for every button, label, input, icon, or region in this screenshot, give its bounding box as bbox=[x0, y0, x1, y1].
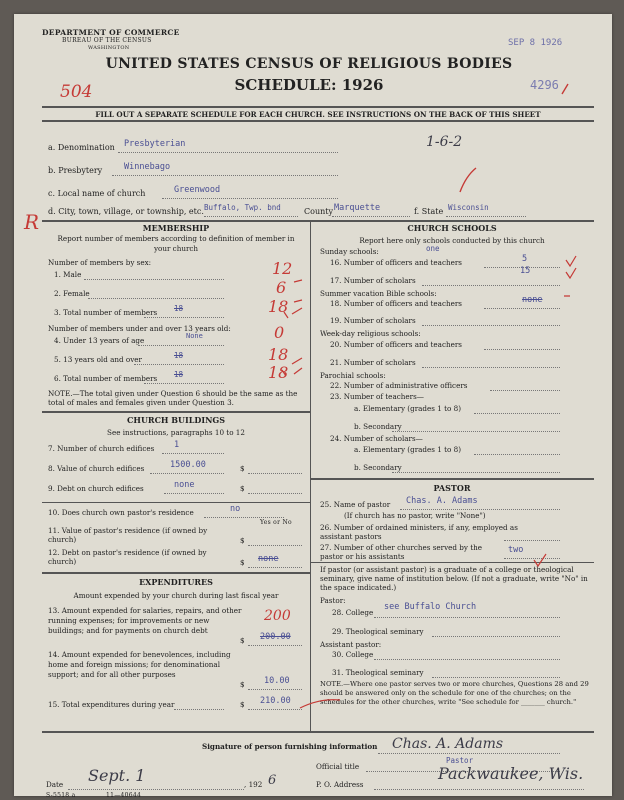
red-q15-mark bbox=[300, 700, 340, 708]
church-name-label: c. Local name of church bbox=[48, 189, 146, 198]
state-label: f. State bbox=[414, 207, 444, 216]
q13-label: 13. Amount expended for salaries, repairs, and other running expenses; for improvements or new buildings; and for payments on church debt bbox=[48, 606, 242, 635]
q28-label: 28. College bbox=[332, 608, 374, 617]
schools-intro: Report here only schools conducted by this church bbox=[359, 236, 545, 245]
q16-label: 16. Number of officers and teachers bbox=[330, 258, 462, 267]
print-number: 11—40644 bbox=[106, 792, 142, 799]
male-count: 12 bbox=[272, 259, 293, 278]
church-name-value: Greenwood bbox=[174, 185, 221, 195]
q18-label: 18. Number of officers and teachers bbox=[330, 299, 462, 308]
pastor-sublabel: Pastor: bbox=[320, 596, 346, 605]
red-mark-stamp bbox=[562, 84, 568, 94]
q27-value: two bbox=[508, 545, 524, 555]
total-members-label: 3. Total number of members bbox=[54, 308, 158, 317]
q25-label: 25. Name of pastor bbox=[320, 500, 391, 509]
county-label: County bbox=[304, 207, 333, 216]
over-13-label: 5. 13 years old and over bbox=[54, 355, 142, 364]
members-by-sex-label: Number of members by sex: bbox=[48, 258, 152, 267]
department-label: DEPARTMENT OF COMMERCE bbox=[42, 28, 180, 37]
q30-label: 30. College bbox=[332, 650, 374, 659]
presbytery-label: b. Presbytery bbox=[48, 166, 103, 175]
q8-label: 8. Value of church edifices bbox=[48, 464, 145, 473]
official-title-label: Official title bbox=[316, 762, 360, 771]
membership-heading: MEMBERSHIP bbox=[142, 223, 210, 233]
summer-schools-label: Summer vacation Bible schools: bbox=[320, 289, 437, 298]
q7-label: 7. Number of church edifices bbox=[48, 444, 155, 453]
q27-label: 27. Number of other churches served by the pastor or his assistants bbox=[320, 543, 483, 561]
under-13-label: 4. Under 13 years of age bbox=[54, 336, 145, 345]
typed-over-13: 18 bbox=[174, 351, 184, 360]
q23a-label: a. Elementary (grades 1 to 8) bbox=[354, 404, 461, 413]
form-number: S-5518 a bbox=[46, 792, 76, 799]
city-town-value: Buffalo, Twp. bnd bbox=[204, 203, 281, 212]
over-13-count: 18 bbox=[268, 345, 289, 364]
denomination-label: a. Denomination bbox=[48, 143, 115, 152]
female-label: 2. Female bbox=[54, 289, 90, 298]
total-members-count: 18 bbox=[268, 297, 289, 316]
presbytery-value: Winnebago bbox=[124, 162, 171, 172]
q9-value: none bbox=[174, 480, 195, 490]
buildings-heading: CHURCH BUILDINGS bbox=[127, 415, 225, 425]
membership-intro: Report number of members according to definition of member in your church bbox=[57, 234, 295, 253]
q12-label: 12. Debt on pastor's residence (if owned by church) bbox=[48, 548, 207, 566]
q13-dollar: $ bbox=[240, 636, 245, 645]
q17-value: 15 bbox=[520, 266, 531, 276]
received-date-stamp: SEP 8 1926 bbox=[508, 38, 563, 48]
date-value: Sept. 1 bbox=[88, 766, 146, 785]
sunday-schools-value: one bbox=[426, 244, 440, 253]
q25-sub: (If church has no pastor, write "None") bbox=[344, 511, 486, 520]
q17-label: 17. Number of scholars bbox=[330, 276, 416, 285]
q9-dollar: $ bbox=[240, 484, 245, 493]
schools-heading: CHURCH SCHOOLS bbox=[407, 223, 497, 233]
bureau-label: BUREAU OF THE CENSUS bbox=[62, 37, 152, 44]
q22-label: 22. Number of administrative officers bbox=[330, 381, 468, 390]
year-digit: 6 bbox=[268, 773, 277, 788]
q23b-label: b. Secondary bbox=[354, 422, 402, 431]
signature-value: Chas. A. Adams bbox=[392, 736, 504, 752]
assistant-pastor-sublabel: Assistant pastor: bbox=[320, 640, 382, 649]
pastor-name-value: Chas. A. Adams bbox=[406, 496, 478, 506]
q10-label: 10. Does church own pastor's residence bbox=[48, 508, 194, 517]
under-13-count: 0 bbox=[274, 323, 285, 342]
red-total-marks bbox=[292, 280, 302, 374]
typed-total-2: 18 bbox=[174, 370, 184, 379]
q9-label: 9. Debt on church edifices bbox=[48, 484, 144, 493]
margin-mark: R bbox=[24, 210, 40, 234]
state-value: Wisconsin bbox=[448, 203, 489, 212]
schedule-title: SCHEDULE: 1926 bbox=[234, 76, 384, 94]
signature-label: Signature of person furnishing information bbox=[202, 742, 378, 751]
q29-label: 29. Theological seminary bbox=[332, 627, 424, 636]
address-label: P. O. Address bbox=[316, 780, 364, 789]
q15-label: 15. Total expenditures during year bbox=[48, 700, 175, 709]
pastor-heading: PASTOR bbox=[433, 483, 471, 493]
weekday-schools-label: Week-day religious schools: bbox=[320, 329, 421, 338]
q13-value: 200.00 bbox=[260, 632, 291, 642]
city-town-label: d. City, town, village, or township, etc. bbox=[48, 207, 204, 216]
q8-value: 1500.00 bbox=[170, 460, 206, 470]
q28-value: see Buffalo Church bbox=[384, 602, 477, 612]
parochial-schools-label: Parochial schools: bbox=[320, 371, 386, 380]
total-members-age-count: 18 bbox=[268, 363, 289, 382]
q11-dollar: $ bbox=[240, 536, 245, 545]
q14-dollar: $ bbox=[240, 680, 245, 689]
q16-value: 5 bbox=[522, 254, 528, 264]
q12-dollar: $ bbox=[240, 558, 245, 567]
red-tick-church bbox=[460, 168, 476, 192]
buildings-sub: See instructions, paragraphs 10 to 12 bbox=[107, 428, 245, 437]
address-value: Packwaukee, Wis. bbox=[438, 764, 584, 783]
pastor-note: NOTE.—Where one pastor serves two or more churches, Questions 28 and 29 should be answered only on the schedule for one of the churches; on the schedules for the other churches, write "See schedule for _______ church." bbox=[320, 680, 589, 706]
q24-label: 24. Number of scholars— bbox=[330, 434, 423, 443]
year-prefix: , 192 bbox=[244, 780, 263, 789]
membership-note: NOTE.—The total given under Question 6 should be the same as the total of males and females given under Question 3. bbox=[48, 389, 298, 407]
census-schedule-sheet bbox=[14, 14, 612, 799]
file-number-stamp: 4296 bbox=[530, 78, 559, 92]
typed-under-13: None bbox=[186, 332, 203, 340]
date-label: Date bbox=[46, 780, 64, 789]
total-members-age-label: 6. Total number of members bbox=[54, 374, 158, 383]
county-value: Marquette bbox=[334, 203, 381, 213]
female-count: 6 bbox=[276, 278, 287, 297]
typed-total: 18 bbox=[174, 304, 184, 313]
q21-label: 21. Number of scholars bbox=[330, 358, 416, 367]
q8-dollar: $ bbox=[240, 464, 245, 473]
red-bracket-marks bbox=[282, 312, 288, 376]
city-label: WASHINGTON bbox=[88, 45, 130, 51]
q20-label: 20. Number of officers and teachers bbox=[330, 340, 462, 349]
q24b-label: b. Secondary bbox=[354, 463, 402, 472]
form-title: UNITED STATES CENSUS OF RELIGIOUS BODIES bbox=[105, 56, 513, 72]
q14-value: 10.00 bbox=[264, 676, 290, 686]
expenditures-heading: EXPENDITURES bbox=[139, 577, 213, 587]
q23-label: 23. Number of teachers— bbox=[330, 392, 424, 401]
q11-label: 11. Value of pastor's residence (if owned by church) bbox=[48, 526, 208, 544]
red-school-ticks bbox=[564, 256, 576, 296]
q26-label: 26. Number of ordained ministers, if any, employed as assistant pastors bbox=[320, 523, 518, 541]
q15-value: 210.00 bbox=[260, 696, 291, 706]
q15-dollar: $ bbox=[240, 700, 245, 709]
q18-value: none bbox=[522, 295, 543, 305]
denomination-value: Presbyterian bbox=[124, 139, 186, 149]
red-annotation-marks bbox=[14, 14, 612, 796]
q13-red-amount: 200 bbox=[264, 608, 291, 624]
q7-value: 1 bbox=[174, 440, 180, 450]
official-title-value: Pastor bbox=[446, 756, 474, 765]
q14-label: 14. Amount expended for benevolences, including home and foreign missions; for denominational support; and for all other purposes bbox=[48, 650, 231, 679]
instruction-banner: FILL OUT A SEPARATE SCHEDULE FOR EACH CHURCH. SEE INSTRUCTIONS ON THE BACK OF THIS SHEET bbox=[95, 110, 541, 119]
expenditures-sub: Amount expended by your church during last fiscal year bbox=[73, 591, 279, 600]
graduate-instruction: If pastor (or assistant pastor) is a graduate of a college or theological seminary, give name of institution below. (If not a graduate, write "No" in the space indicated.) bbox=[320, 565, 588, 592]
sunday-schools-label: Sunday schools: bbox=[320, 247, 379, 256]
red-q27-tick bbox=[534, 554, 546, 566]
q19-label: 19. Number of scholars bbox=[330, 316, 416, 325]
handwritten-number: 504 bbox=[60, 82, 93, 102]
handwritten-code: 1-6-2 bbox=[426, 134, 463, 150]
q12-value: none bbox=[258, 554, 279, 564]
male-label: 1. Male bbox=[54, 270, 82, 279]
members-by-age-label: Number of members under and over 13 years old: bbox=[48, 324, 231, 333]
q31-label: 31. Theological seminary bbox=[332, 668, 424, 677]
yes-no-hint: Yes or No bbox=[260, 519, 292, 526]
q24a-label: a. Elementary (grades 1 to 8) bbox=[354, 445, 461, 454]
q10-value: no bbox=[230, 504, 241, 514]
